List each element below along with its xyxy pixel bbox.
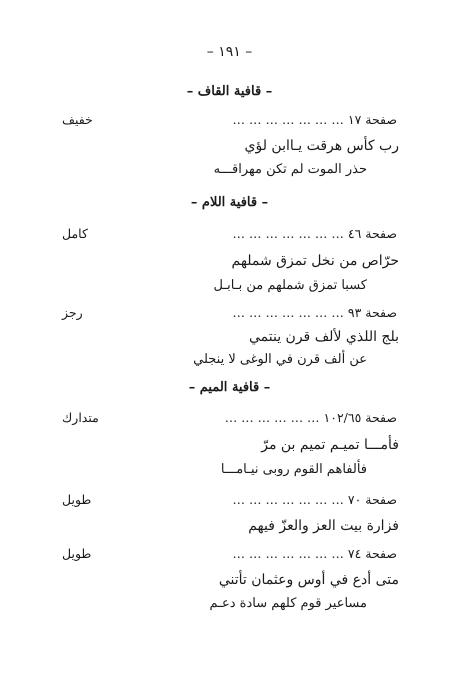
verse-line-2: فألفاهم القوم روبى نيـامـــا	[220, 462, 367, 477]
meter-label: طويل	[62, 492, 92, 507]
verse-line-2: حذر الموت لم تكن مهراقـــه	[213, 162, 367, 177]
page-reference: صفحة ٧٠ … … … … … … …	[232, 492, 397, 507]
entry-ref	[62, 410, 397, 425]
verse-line-1: حرّاص من نخل تمزق شملهم	[231, 253, 399, 269]
page-reference: صفحة ١٧ … … … … … … …	[232, 112, 397, 127]
verse-line-1: فأمـــا تميـم تميم بن مرّ	[261, 437, 399, 453]
verse-line-1: متى أدع في أوس وعثمان تأتني	[218, 572, 399, 588]
entry-ref	[62, 226, 397, 241]
verse-line-1: رب كأس هرقت يـاابن لؤي	[244, 138, 399, 154]
meter-label: كامل	[62, 226, 88, 241]
section-heading-lam: – قافية اللام –	[190, 195, 269, 210]
entry-ref	[62, 305, 397, 320]
meter-label: طويل	[62, 546, 92, 561]
meter-label: متدارك	[62, 410, 99, 425]
page-reference: صفحة ١٠٢/٦٥ … … … … … …	[224, 410, 397, 425]
verse-line-2: مساعير قوم كلهم سادة دعـم	[209, 596, 367, 611]
meter-label: رجز	[62, 305, 83, 320]
verse-line-1: فزارة بيت العز والعزّ فيهم	[248, 518, 399, 534]
meter-label: خفيف	[62, 112, 93, 127]
verse-line-2: كسبا تمزق شملهم من بـابـل	[213, 278, 367, 293]
entry-ref	[62, 546, 397, 561]
section-heading-mim: – قافية الميم –	[188, 380, 271, 395]
entry-ref	[62, 112, 397, 127]
verse-line-1: بلج اللذي لألف قرن ينتمي	[248, 329, 399, 345]
page-reference: صفحة ٩٣ … … … … … … …	[232, 305, 397, 320]
page-number: – ١٩١ –	[206, 44, 253, 60]
page-reference: صفحة ٤٦ … … … … … … …	[232, 226, 397, 241]
verse-line-2: عن ألف قرن في الوغى لا ينجلي	[193, 352, 367, 367]
section-heading-qaf: – قافية القاف –	[186, 84, 273, 99]
page-reference: صفحة ٧٤ … … … … … … …	[232, 546, 397, 561]
entry-ref	[62, 492, 397, 507]
